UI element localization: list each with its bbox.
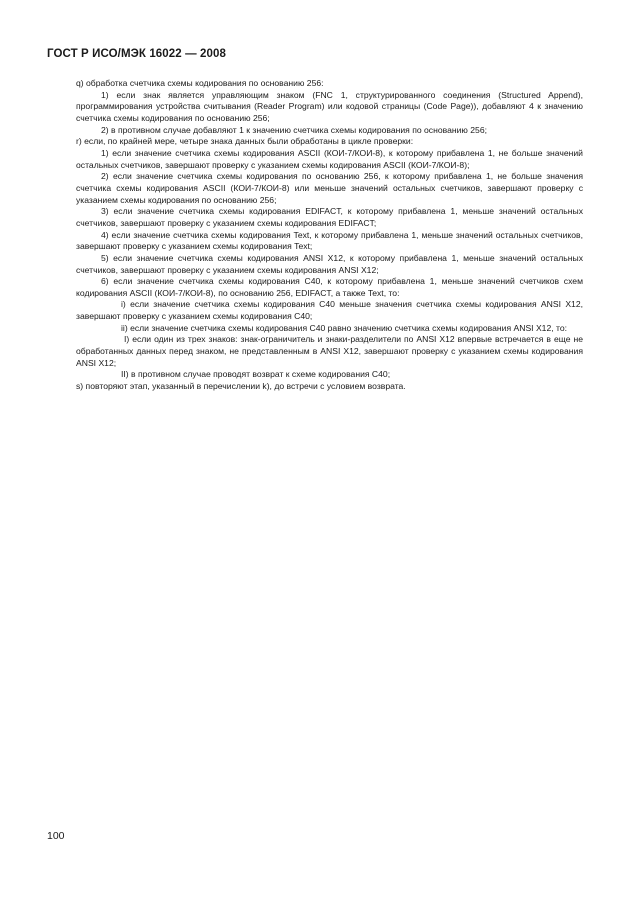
- paragraph-r-6-i: i) если значение счетчика схемы кодирования C40 меньше значения счетчика схемы кодирования ANSI X12, завершают проверку с указанием схемы кодирования C40;: [76, 299, 583, 322]
- paragraph-q: q) обработка счетчика схемы кодирования по основанию 256:: [76, 78, 324, 88]
- document-header: ГОСТ Р ИСО/МЭК 16022 — 2008: [47, 48, 226, 60]
- document-body: [76, 78, 583, 393]
- paragraph-q-1: 1) если знак является управляющим знаком (FNC 1, структурированного соединения (Structured Append), программирования устройства считывания (Reader Program) или кодовой страницы (Code Page)), добавляют 4 к значению счетчика схемы кодирования по основанию 256;: [76, 89, 583, 123]
- paragraph-r-5: 5) если значение счетчика схемы кодирования ANSI X12, к которому прибавлена 1, меньше значений остальных счетчиков, завершают проверку с указанием схемы кодирования ANSI X12;: [76, 252, 583, 275]
- paragraph-r-6-ii-II: II) в противном случае проводят возврат к схеме кодирования C40;: [121, 369, 391, 380]
- paragraph-r-2: 2) если значение счетчика схемы кодирования по основанию 256, к которому прибавлена 1, не больше значения счетчика схемы кодирования ASCII (КОИ-7/КОИ-8) или меньше значений остальных счетчиков, завершают проверку с указанием схемы кодирования по основанию 256;: [76, 171, 583, 205]
- paragraph-q-2: 2) в противном случае добавляют 1 к значению счетчика схемы кодирования по основанию 256;: [101, 124, 487, 135]
- paragraph-s: s) повторяют этап, указанный в перечислении k), до встречи с условием возврата.: [76, 381, 406, 392]
- paragraph-r-1: 1) если значение счетчика схемы кодирования ASCII (КОИ-7/КОИ-8), к которому прибавлена 1, не больше значений остальных счетчиков, завершают проверку с указанием схемы кодирования ASCII (КОИ-7/КОИ-8);: [76, 147, 583, 170]
- paragraph-r: r) если, по крайней мере, четыре знака данных были обработаны в цикле проверки:: [76, 136, 414, 147]
- paragraph-r-6-ii-I: I) если один из трех знаков: знак-ограничитель и знаки-разделители по ANSI X12 впервые встречается в еще не обработанных данных перед знаком, не представленным в ANSI X12, завершают проверку с указанием схемы кодирования ANSI X12;: [76, 334, 583, 368]
- paragraph-r-6: 6) если значение счетчика схемы кодирования C40, к которому прибавлена 1, меньше значений счетчиков схем кодирования ASCII (КОИ-7/КОИ-8), по основанию 256, EDIFACT, а также Text, то:: [76, 276, 583, 298]
- paragraph-r-3: 3) если значение счетчика схемы кодирования EDIFACT, к которому прибавлена 1, меньше значений остальных счетчиков, завершают проверку с указанием схемы кодирования EDIFACT;: [76, 206, 583, 228]
- page-number: 100: [47, 830, 65, 842]
- paragraph-r-4: 4) если значение счетчика схемы кодирования Text, к которому прибавлена 1, меньше значений остальных счетчиков, завершают проверку с указанием схемы кодирования Text;: [76, 229, 583, 252]
- paragraph-r-6-ii: ii) если значение счетчика схемы кодирования C40 равно значению счетчика схемы кодирования ANSI X12, то:: [121, 322, 568, 333]
